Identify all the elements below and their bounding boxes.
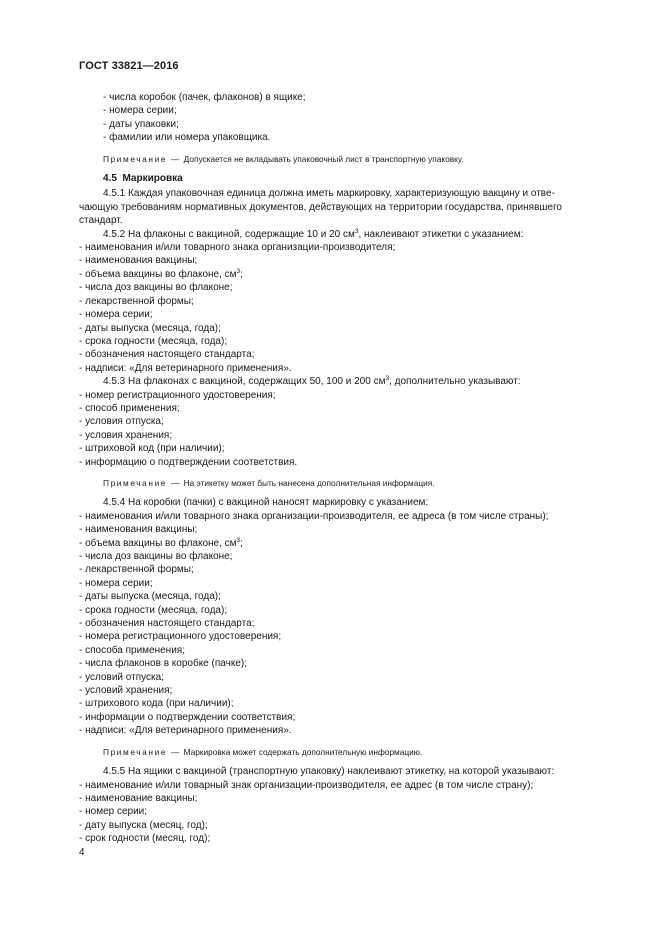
list-item: - номера серии;: [103, 105, 177, 117]
page-number: 4: [79, 847, 85, 858]
list-item: - условий отпуска;: [79, 671, 164, 683]
list-item: - наименование вакцины;: [79, 792, 198, 804]
list-item: [79, 537, 615, 550]
list-item: - срока годности (месяца, года);: [79, 604, 228, 616]
list-item: - наименования вакцины;: [79, 524, 198, 536]
note-text: Маркировка может содержать дополнительную информацию.: [183, 746, 423, 757]
list-item: - числа коробок (пачек, флаконов) в ящике;: [103, 92, 306, 103]
list-4-5-4: [79, 510, 615, 738]
list-item: - лекарственной формы;: [79, 564, 194, 576]
note-1: [103, 153, 615, 166]
paragraph-intro: [103, 375, 615, 388]
intro-text: 4.5.3 На флаконах с вакциной, содержащих 50, 100 и 200 см: [103, 376, 386, 388]
intro-text: 4.5.2 На флаконы с вакциной, содержащие 10 и 20 см: [103, 228, 355, 240]
note-text: На этикетку может быть нанесена дополнительная информация.: [183, 477, 435, 488]
list-item: - способа применения;: [79, 644, 185, 656]
section-number: 4.5: [103, 173, 117, 185]
list-item: - номера серии;: [79, 577, 153, 589]
list-item: - числа доз вакцины во флаконе;: [79, 551, 233, 562]
intro-list: [103, 91, 615, 145]
paragraph-line: чающую требованиям нормативных документов, действующих на территории государства, принявшего: [79, 201, 562, 213]
paragraph-intro: 4.5.5 На ящики с вакциной (транспортную упаковку) наклеивают этикетку, на которой указывают:: [103, 766, 555, 778]
note-dash: —: [171, 477, 180, 488]
list-item: - надписи: «Для ветеринарного применения».: [79, 362, 292, 374]
list-item: - номера серии;: [79, 309, 153, 321]
section-heading-4-5: [103, 172, 615, 185]
list-item: - наименования и/или товарного знака организации-производителя, ее адреса (в том числе страны);: [79, 510, 549, 522]
intro-text-end: , наклеивают этикетки с указанием:: [358, 228, 524, 240]
paragraph-line: 4.5.1 Каждая упаковочная единица должна иметь маркировку, характеризующую вакцину и отве-: [103, 188, 555, 200]
list-item: - срока годности (месяца, года);: [79, 335, 228, 347]
list-item: - наименования вакцины;: [79, 255, 198, 267]
list-4-5-5: [79, 779, 615, 846]
paragraph-4-5-1: [79, 187, 615, 227]
superscript: 3: [236, 536, 241, 544]
list-item: - надписи: «Для ветеринарного применения».: [79, 725, 292, 737]
list-item: - способ применения;: [79, 402, 180, 414]
list-item: - даты выпуска (месяца, года);: [79, 322, 221, 334]
superscript: 3: [385, 375, 390, 383]
superscript: 3: [236, 267, 241, 275]
list-item: - даты выпуска (месяца, года);: [79, 591, 221, 603]
list-item: - даты упаковки;: [103, 118, 179, 130]
list-item: - условия хранения;: [79, 429, 173, 441]
list-item: - номера регистрационного удостоверения;: [79, 631, 282, 643]
note-label: Примечание: [103, 477, 168, 488]
list-item: - номер регистрационного удостоверения;: [79, 389, 276, 401]
intro-text-end: , дополнительно указывают:: [389, 376, 521, 388]
page-content: [79, 91, 615, 846]
list-item: - наименования и/или товарного знака организации-производителя;: [79, 242, 396, 254]
document-header: ГОСТ 33821—2016: [79, 60, 179, 72]
section-title: Маркировка: [122, 173, 183, 185]
list-item: - условий хранения;: [79, 685, 173, 697]
list-4-5-3: [79, 389, 615, 469]
paragraph-line: стандарт.: [79, 215, 123, 227]
list-item: - лекарственной формы;: [79, 295, 194, 307]
list-item: - дату выпуска (месяц, год);: [79, 819, 208, 831]
list-item-suffix: ;: [240, 537, 243, 549]
list-item-suffix: ;: [240, 268, 243, 280]
list-item: - номер серии;: [79, 806, 148, 818]
note-label: Примечание: [103, 746, 168, 757]
list-item-text: - объема вакцины во флаконе, см: [79, 268, 237, 280]
list-item: [79, 268, 615, 281]
paragraph-intro: [103, 228, 615, 241]
list-item: - штриховой код (при наличии);: [79, 443, 225, 455]
list-item: - наименование и/или товарный знак организации-производителя, ее адрес (в том числе страну);: [79, 779, 534, 791]
paragraph-4-5-2: [79, 227, 615, 375]
list-item: - информации о подтверждении соответствия;: [79, 711, 296, 723]
paragraph-4-5-4: [79, 496, 615, 737]
paragraph-4-5-5: [79, 765, 615, 845]
list-item: - числа флаконов в коробке (пачке);: [79, 658, 247, 670]
list-item: - информацию о подтверждении соответствия.: [79, 456, 298, 468]
list-item: - условия отпуска;: [79, 416, 164, 428]
list-item: - фамилии или номера упаковщика.: [103, 132, 271, 144]
superscript: 3: [354, 227, 359, 235]
note-label: Примечание: [103, 153, 168, 164]
note-text: Допускается не вкладывать упаковочный лист в транспортную упаковку.: [183, 153, 464, 164]
note-2: [103, 477, 615, 490]
list-item: - числа доз вакцины во флаконе;: [79, 282, 233, 294]
list-item: - штрихового кода (при наличии);: [79, 698, 234, 710]
note-dash: —: [171, 746, 180, 757]
list-item: - обозначения настоящего стандарта;: [79, 618, 255, 630]
paragraph-4-5-3: [79, 375, 615, 469]
note-dash: —: [171, 153, 180, 164]
list-item-text: - объема вакцины во флаконе, см: [79, 537, 237, 549]
note-3: [103, 746, 615, 759]
list-item: - обозначения настоящего стандарта;: [79, 349, 255, 361]
list-4-5-2: [79, 241, 615, 375]
list-item: - срок годности (месяц, год);: [79, 833, 211, 845]
paragraph-intro: 4.5.4 На коробки (пачки) с вакциной наносят маркировку с указанием:: [103, 497, 429, 509]
